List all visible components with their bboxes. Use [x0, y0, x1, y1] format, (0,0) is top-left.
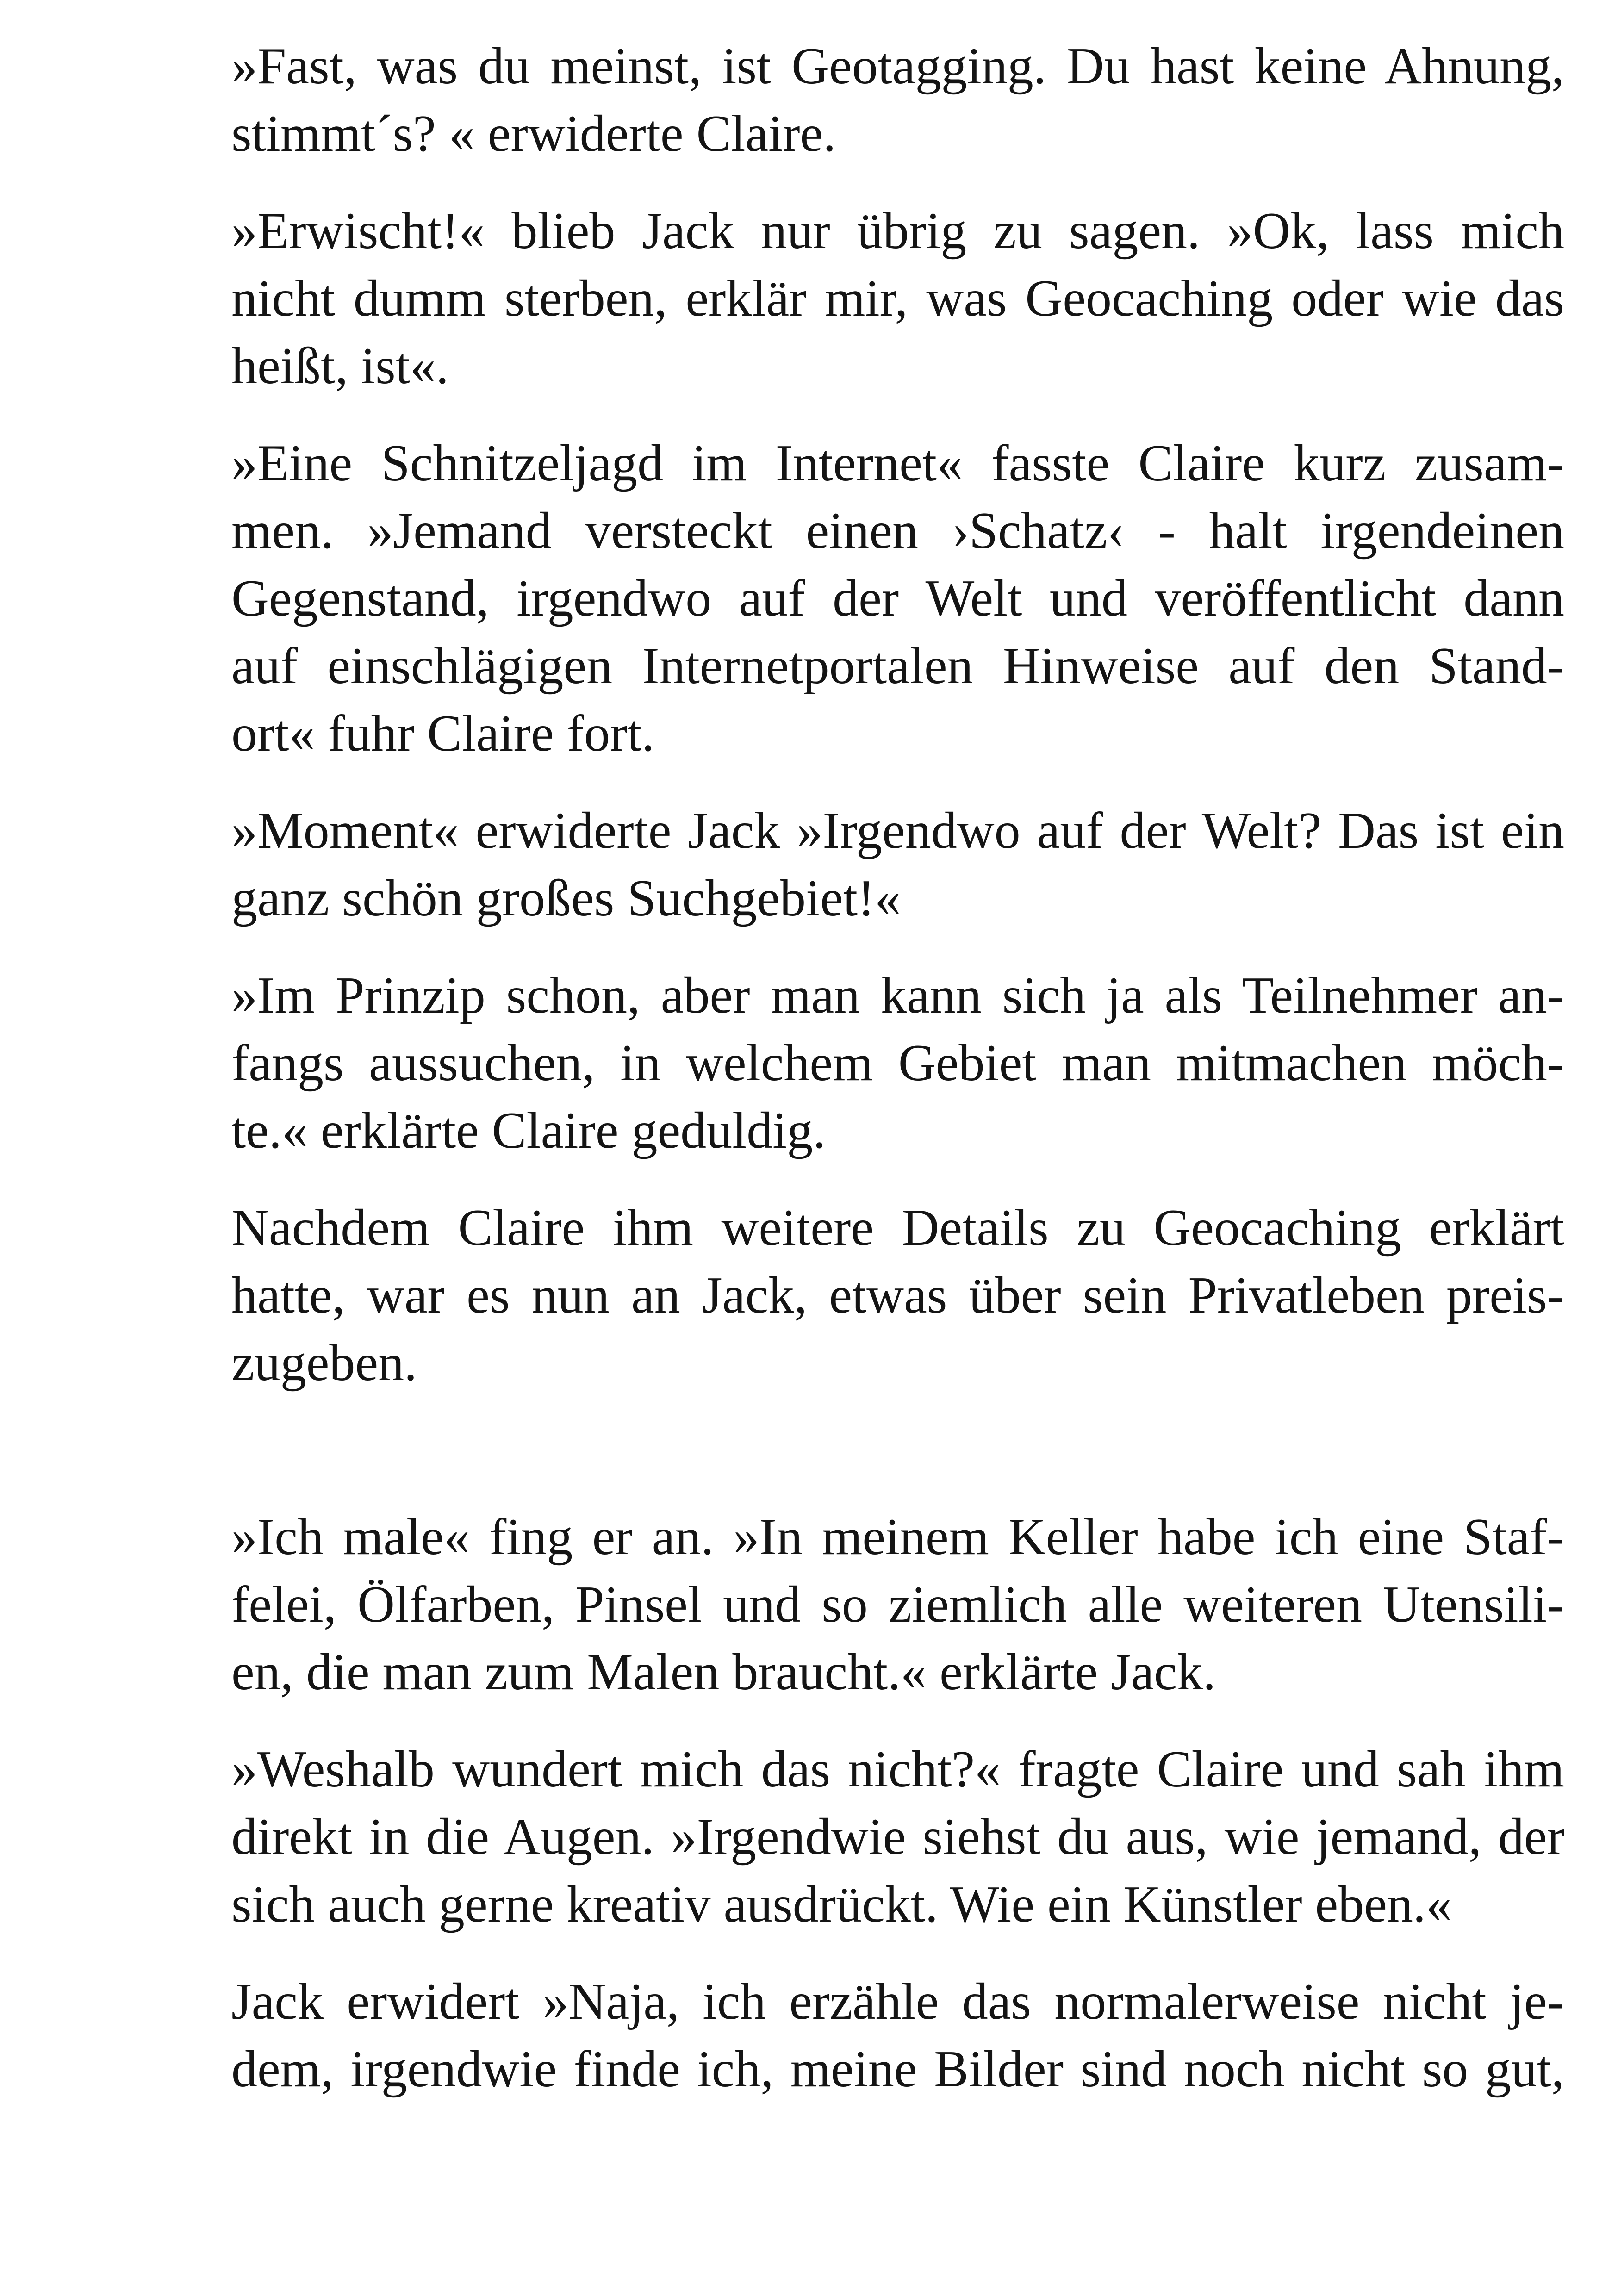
- text-line: fangs aussuchen, in welchem Gebiet man mitmachen möch-: [231, 1034, 1564, 1092]
- text-line: »Eine Schnitzeljagd im Internet« fasste Claire kurz zusam-: [231, 435, 1564, 492]
- text-line: Gegenstand, irgendwo auf der Welt und veröffentlicht dann: [231, 570, 1564, 627]
- text-line: dem, irgendwie finde ich, meine Bilder sind noch nicht so gut,: [231, 2041, 1564, 2098]
- body-text: [231, 32, 1564, 2133]
- text-line: ort« fuhr Claire fort.: [231, 705, 655, 762]
- paragraph: [231, 1503, 1564, 1706]
- text-line: »Weshalb wundert mich das nicht?« fragte Claire und sah ihm: [231, 1741, 1564, 1798]
- text-line: en, die man zum Malen braucht.« erklärte Jack.: [231, 1643, 1216, 1701]
- paragraph: [231, 1194, 1564, 1397]
- text-line: »Moment« erwiderte Jack »Irgendwo auf der Welt? Das ist ein: [231, 802, 1564, 859]
- text-line: stimmt´s? « erwiderte Claire.: [231, 105, 836, 162]
- text-line: »Im Prinzip schon, aber man kann sich ja als Teilnehmer an-: [231, 967, 1564, 1024]
- paragraph: [231, 1736, 1564, 1938]
- text-line: nicht dumm sterben, erklär mir, was Geocaching oder wie das: [231, 270, 1564, 327]
- text-line: auf einschlägigen Internetportalen Hinweise auf den Stand-: [231, 637, 1564, 695]
- text-line: ganz schön großes Suchgebiet!«: [231, 870, 901, 927]
- paragraph: [231, 429, 1564, 767]
- text-line: zugeben.: [231, 1334, 417, 1392]
- text-line: men. »Jemand versteckt einen ›Schatz‹ - halt irgendeinen: [231, 502, 1564, 560]
- text-line: Nachdem Claire ihm weitere Details zu Geocaching erklärt: [231, 1199, 1564, 1257]
- text-line: hatte, war es nun an Jack, etwas über sein Privatleben preis-: [231, 1267, 1564, 1324]
- text-line: heißt, ist«.: [231, 337, 449, 395]
- text-line: felei, Ölfarben, Pinsel und so ziemlich alle weiteren Utensili-: [231, 1576, 1564, 1633]
- text-line: Jack erwidert »Naja, ich erzähle das normalerweise nicht je-: [231, 1973, 1564, 2030]
- text-line: »Fast, was du meinst, ist Geotagging. Du hast keine Ahnung,: [231, 37, 1564, 95]
- paragraph: [231, 197, 1564, 400]
- text-line: direkt in die Augen. »Irgendwie siehst du aus, wie jemand, der: [231, 1808, 1564, 1866]
- text-line: sich auch gerne kreativ ausdrückt. Wie ein Künstler eben.«: [231, 1876, 1452, 1933]
- text-line: te.« erklärte Claire geduldig.: [231, 1102, 826, 1159]
- text-line: »Erwischt!« blieb Jack nur übrig zu sagen. »Ok, lass mich: [231, 202, 1564, 260]
- text-line: »Ich male« fing er an. »In meinem Keller habe ich eine Staf-: [231, 1508, 1564, 1566]
- paragraph: [231, 32, 1564, 168]
- paragraph: [231, 797, 1564, 932]
- paragraph: [231, 962, 1564, 1164]
- paragraph: [231, 1968, 1564, 2103]
